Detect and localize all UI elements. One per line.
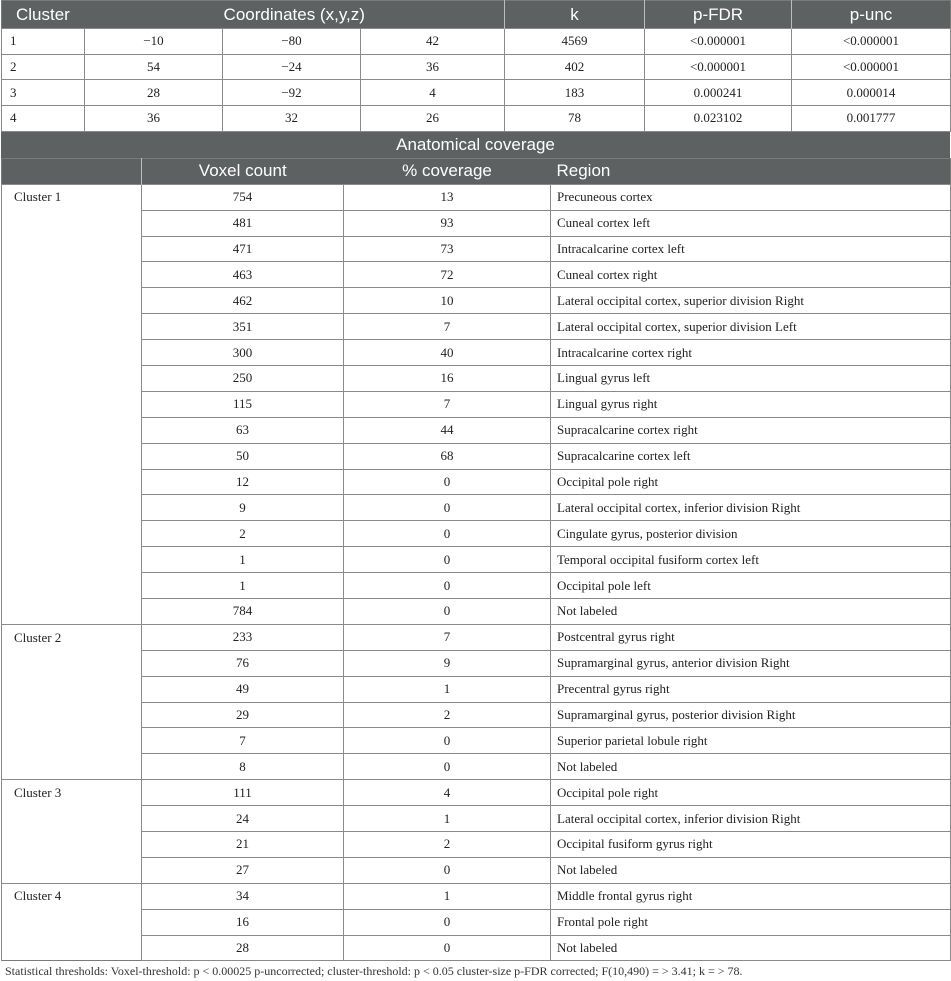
cell-coverage: 1 <box>344 806 551 832</box>
table-row <box>2 184 951 210</box>
cell-k: 78 <box>505 106 645 132</box>
table-row <box>2 262 951 288</box>
header-blank <box>2 158 142 184</box>
table-row <box>2 106 951 132</box>
table-row <box>2 288 951 314</box>
cell-region: Not labeled <box>551 857 951 883</box>
table-row <box>2 314 951 340</box>
cell-coverage: 7 <box>344 314 551 340</box>
header-cluster: Cluster <box>2 1 85 29</box>
table-row <box>2 29 951 55</box>
header-pfdr: p-FDR <box>645 1 792 29</box>
footnote: Statistical thresholds: Voxel-threshold: p < 0.00025 p-uncorrected; cluster-threshold: p < 0.05 cluster-size p-FDR corrected; F(10,490) = > 3.41; k = > 78. <box>5 964 743 978</box>
cell-region: Precuneous cortex <box>551 184 951 210</box>
table-row <box>2 702 951 728</box>
cluster-label-empty <box>2 495 142 521</box>
cell-voxel: 7 <box>142 728 344 754</box>
cell-punc: <0.000001 <box>792 29 951 55</box>
cell-cluster: 4 <box>2 106 85 132</box>
cell-region: Middle frontal gyrus right <box>551 883 951 909</box>
cell-x: 54 <box>85 54 223 80</box>
header-k: k <box>505 1 645 29</box>
cell-region: Occipital pole right <box>551 780 951 806</box>
header-region: Region <box>551 158 951 184</box>
cluster-label-empty <box>2 340 142 366</box>
cluster-label-empty <box>2 832 142 858</box>
cell-coverage: 16 <box>344 365 551 391</box>
cluster-label-empty <box>2 443 142 469</box>
cluster-label-empty <box>2 262 142 288</box>
cluster-summary-table <box>1 0 951 132</box>
cell-voxel: 29 <box>142 702 344 728</box>
cell-region: Occipital fusiform gyrus right <box>551 832 951 858</box>
table-row <box>2 650 951 676</box>
cell-k: 183 <box>505 80 645 106</box>
cell-region: Cuneal cortex left <box>551 210 951 236</box>
cell-coverage: 0 <box>344 573 551 599</box>
header-voxel-count: Voxel count <box>142 158 344 184</box>
header-coordinates: Coordinates (x,y,z) <box>85 1 505 29</box>
cell-coverage: 0 <box>344 599 551 625</box>
table-row <box>2 935 951 961</box>
table-row <box>2 857 951 883</box>
cluster-label-empty <box>2 728 142 754</box>
table-row <box>2 80 951 106</box>
cell-voxel: 233 <box>142 624 344 650</box>
cell-voxel: 463 <box>142 262 344 288</box>
cell-voxel: 351 <box>142 314 344 340</box>
cell-z: 4 <box>361 80 505 106</box>
cluster-label: Cluster 4 <box>2 883 142 909</box>
table-row <box>2 624 951 650</box>
cluster-label-empty <box>2 935 142 961</box>
cell-coverage: 4 <box>344 780 551 806</box>
cluster-label-empty <box>2 417 142 443</box>
cluster-label-empty <box>2 236 142 262</box>
cell-region: Supramarginal gyrus, anterior division Right <box>551 650 951 676</box>
cell-pfdr: <0.000001 <box>645 29 792 55</box>
cell-voxel: 250 <box>142 365 344 391</box>
cell-voxel: 1 <box>142 547 344 573</box>
cell-z: 36 <box>361 54 505 80</box>
cell-voxel: 63 <box>142 417 344 443</box>
cell-region: Supracalcarine cortex right <box>551 417 951 443</box>
cell-region: Lingual gyrus left <box>551 365 951 391</box>
cell-region: Cuneal cortex right <box>551 262 951 288</box>
cluster-label: Cluster 1 <box>2 184 142 210</box>
cluster-label: Cluster 3 <box>2 780 142 806</box>
cluster-label-empty <box>2 391 142 417</box>
cell-voxel: 111 <box>142 780 344 806</box>
cell-z: 26 <box>361 106 505 132</box>
table-row <box>2 728 951 754</box>
cell-coverage: 0 <box>344 495 551 521</box>
cell-coverage: 0 <box>344 857 551 883</box>
cell-voxel: 115 <box>142 391 344 417</box>
cell-region: Not labeled <box>551 754 951 780</box>
cluster-label-empty <box>2 599 142 625</box>
cell-voxel: 2 <box>142 521 344 547</box>
cell-voxel: 481 <box>142 210 344 236</box>
cluster-label-empty <box>2 573 142 599</box>
cell-region: Occipital pole right <box>551 469 951 495</box>
cell-region: Lateral occipital cortex, inferior division Right <box>551 806 951 832</box>
cell-coverage: 7 <box>344 624 551 650</box>
cell-z: 42 <box>361 29 505 55</box>
header-punc: p-unc <box>792 1 951 29</box>
cell-coverage: 1 <box>344 883 551 909</box>
cell-region: Supracalcarine cortex left <box>551 443 951 469</box>
cell-region: Supramarginal gyrus, posterior division Right <box>551 702 951 728</box>
cell-coverage: 40 <box>344 340 551 366</box>
cell-cluster: 1 <box>2 29 85 55</box>
cluster-label-empty <box>2 314 142 340</box>
cell-coverage: 44 <box>344 417 551 443</box>
anatomical-coverage-table <box>1 158 951 962</box>
cell-y: −80 <box>223 29 361 55</box>
cell-coverage: 72 <box>344 262 551 288</box>
cell-region: Lateral occipital cortex, superior division Right <box>551 288 951 314</box>
table-row <box>2 780 951 806</box>
table-row <box>2 469 951 495</box>
cell-region: Occipital pole left <box>551 573 951 599</box>
cell-y: −24 <box>223 54 361 80</box>
cell-punc: 0.000014 <box>792 80 951 106</box>
table-row <box>2 236 951 262</box>
cell-voxel: 76 <box>142 650 344 676</box>
cell-voxel: 34 <box>142 883 344 909</box>
cell-voxel: 50 <box>142 443 344 469</box>
cell-pfdr: 0.023102 <box>645 106 792 132</box>
table-row <box>2 340 951 366</box>
cell-voxel: 300 <box>142 340 344 366</box>
cell-k: 402 <box>505 54 645 80</box>
cell-region: Postcentral gyrus right <box>551 624 951 650</box>
cell-coverage: 93 <box>344 210 551 236</box>
anatomical-coverage-title: Anatomical coverage <box>1 132 950 158</box>
cluster-label-empty <box>2 857 142 883</box>
cell-coverage: 73 <box>344 236 551 262</box>
cell-cluster: 3 <box>2 80 85 106</box>
cell-y: −92 <box>223 80 361 106</box>
cell-voxel: 462 <box>142 288 344 314</box>
cell-voxel: 1 <box>142 573 344 599</box>
cell-punc: 0.001777 <box>792 106 951 132</box>
cell-coverage: 10 <box>344 288 551 314</box>
cell-voxel: 754 <box>142 184 344 210</box>
cluster-label-empty <box>2 754 142 780</box>
cell-region: Lateral occipital cortex, inferior division Right <box>551 495 951 521</box>
cell-voxel: 28 <box>142 935 344 961</box>
cell-pfdr: <0.000001 <box>645 54 792 80</box>
cell-x: −10 <box>85 29 223 55</box>
cell-voxel: 49 <box>142 676 344 702</box>
cell-voxel: 24 <box>142 806 344 832</box>
cell-coverage: 13 <box>344 184 551 210</box>
cell-coverage: 0 <box>344 909 551 935</box>
table-row <box>2 521 951 547</box>
cluster-label-empty <box>2 547 142 573</box>
table-row <box>2 883 951 909</box>
anatomical-header-row <box>2 158 951 184</box>
cell-coverage: 1 <box>344 676 551 702</box>
cell-voxel: 9 <box>142 495 344 521</box>
cell-region: Temporal occipital fusiform cortex left <box>551 547 951 573</box>
cell-cluster: 2 <box>2 54 85 80</box>
cell-x: 36 <box>85 106 223 132</box>
cell-region: Precentral gyrus right <box>551 676 951 702</box>
cell-x: 28 <box>85 80 223 106</box>
table-row <box>2 210 951 236</box>
header-coverage: % coverage <box>344 158 551 184</box>
cell-punc: <0.000001 <box>792 54 951 80</box>
cell-coverage: 0 <box>344 521 551 547</box>
table-row <box>2 54 951 80</box>
cell-region: Cingulate gyrus, posterior division <box>551 521 951 547</box>
table-row <box>2 676 951 702</box>
cell-coverage: 0 <box>344 754 551 780</box>
cell-voxel: 8 <box>142 754 344 780</box>
cell-voxel: 21 <box>142 832 344 858</box>
cell-voxel: 784 <box>142 599 344 625</box>
cluster-label-empty <box>2 469 142 495</box>
cell-coverage: 0 <box>344 728 551 754</box>
table-row <box>2 754 951 780</box>
cell-k: 4569 <box>505 29 645 55</box>
table-row <box>2 573 951 599</box>
cell-y: 32 <box>223 106 361 132</box>
cell-coverage: 68 <box>344 443 551 469</box>
table-row <box>2 365 951 391</box>
cell-voxel: 12 <box>142 469 344 495</box>
cluster-label-empty <box>2 288 142 314</box>
cell-region: Not labeled <box>551 599 951 625</box>
cell-coverage: 0 <box>344 547 551 573</box>
cluster-label-empty <box>2 365 142 391</box>
summary-header-row <box>2 1 951 29</box>
cell-coverage: 2 <box>344 702 551 728</box>
cell-pfdr: 0.000241 <box>645 80 792 106</box>
table-row <box>2 599 951 625</box>
cluster-label-empty <box>2 521 142 547</box>
cluster-label-empty <box>2 909 142 935</box>
cell-region: Intracalcarine cortex right <box>551 340 951 366</box>
cluster-label-empty <box>2 210 142 236</box>
table-row <box>2 909 951 935</box>
table-row <box>2 443 951 469</box>
cell-voxel: 27 <box>142 857 344 883</box>
cell-coverage: 2 <box>344 832 551 858</box>
cell-region: Lateral occipital cortex, superior division Left <box>551 314 951 340</box>
cell-region: Not labeled <box>551 935 951 961</box>
cell-coverage: 0 <box>344 935 551 961</box>
cluster-label-empty <box>2 676 142 702</box>
cluster-label: Cluster 2 <box>2 624 142 650</box>
cell-voxel: 16 <box>142 909 344 935</box>
cell-region: Frontal pole right <box>551 909 951 935</box>
cluster-label-empty <box>2 650 142 676</box>
cluster-label-empty <box>2 806 142 832</box>
table-row <box>2 391 951 417</box>
cell-voxel: 471 <box>142 236 344 262</box>
cell-coverage: 9 <box>344 650 551 676</box>
cell-region: Lingual gyrus right <box>551 391 951 417</box>
cell-coverage: 0 <box>344 469 551 495</box>
cell-coverage: 7 <box>344 391 551 417</box>
cell-region: Superior parietal lobule right <box>551 728 951 754</box>
table-row <box>2 495 951 521</box>
cluster-label-empty <box>2 702 142 728</box>
table-row <box>2 417 951 443</box>
cell-region: Intracalcarine cortex left <box>551 236 951 262</box>
table-row <box>2 806 951 832</box>
table-row <box>2 547 951 573</box>
table-row <box>2 832 951 858</box>
